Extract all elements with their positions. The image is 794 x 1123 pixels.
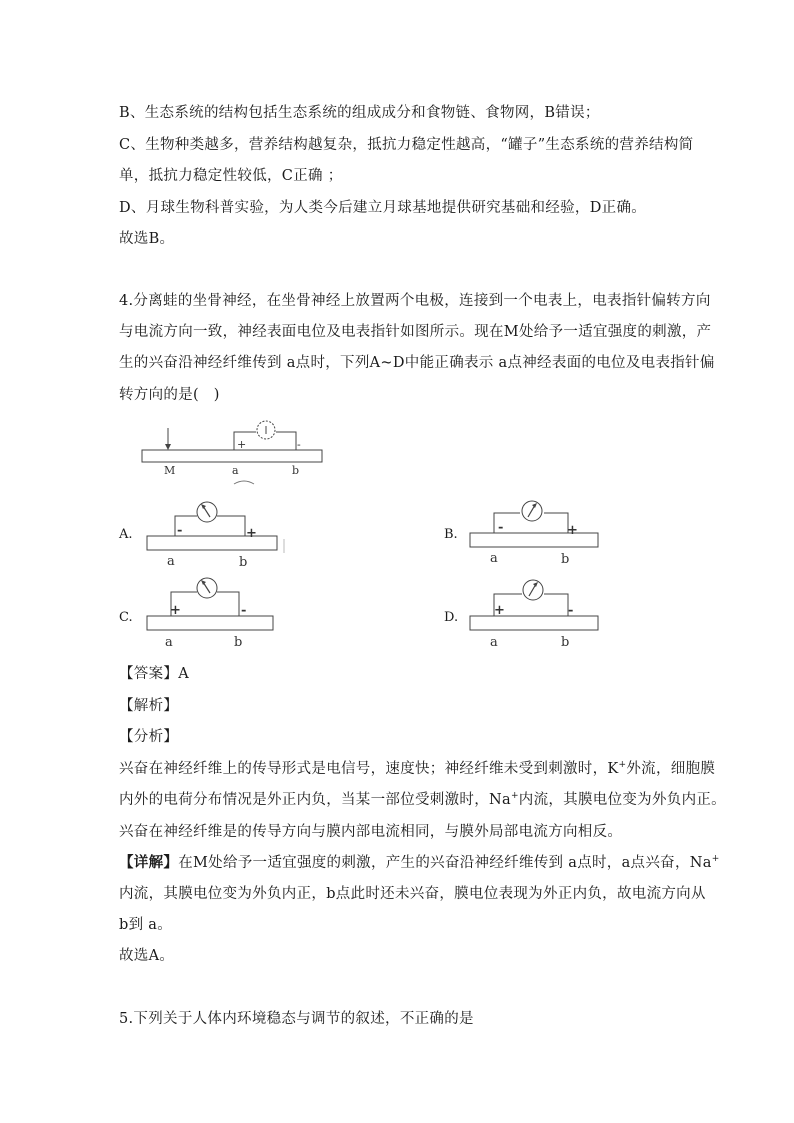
conclusion-a: 故选A。: [119, 948, 175, 964]
option-c-explanation-1: C、生物种类越多，营养结构越复杂，抵抗力稳定性越高，“罐子”生态系统的营养结构简: [119, 137, 694, 153]
option-a-diagram: [145, 496, 290, 568]
option-b-diagram: [468, 493, 603, 565]
option-d-label: D.: [444, 610, 459, 625]
svg-text:b: b: [561, 552, 570, 567]
svg-text:b: b: [239, 555, 248, 570]
question-4-line-1: 4.分离蛙的坐骨神经，在坐骨神经上放置两个电极，连接到一个电表上，电表指针偏转方向: [119, 293, 711, 309]
main-nerve-figure: [130, 418, 330, 490]
svg-text:a: a: [490, 635, 498, 650]
svg-text:+: +: [170, 603, 181, 618]
main-plus-sign: +: [237, 438, 247, 451]
analysis-line-2: 内外的电荷分布情况是外正内负，当某一部位受刺激时，Na+内流，其膜电位变为外负内正。: [119, 791, 726, 808]
svg-text:+: +: [494, 603, 505, 618]
answer-line: 【答案】A: [119, 666, 189, 682]
svg-text:+: +: [246, 526, 257, 541]
svg-text:-: -: [177, 523, 183, 538]
svg-text:-: -: [498, 520, 504, 535]
right-electrode-wire: [276, 432, 296, 450]
svg-text:+: +: [567, 523, 578, 538]
detail-line-3: b到 a。: [119, 917, 173, 933]
detail-line-1: 【详解】在M处给予一适宜强度的刺激，产生的兴奋沿神经纤维传到 a点时，a点兴奋，Na+: [119, 854, 720, 871]
option-b-label: B.: [444, 527, 458, 542]
question-4-line-3: 生的兴奋沿神经纤维传到 a点时，下列A~D中能正确表示 a点神经表面的电位及电表指针偏: [119, 355, 715, 371]
question-5-line: 5.下列关于人体内环境稳态与调节的叙述，不正确的是: [119, 1011, 474, 1027]
option-a-figure: [145, 496, 290, 568]
option-c-explanation-2: 单，抵抗力稳定性较低，C正确 ；: [119, 168, 343, 184]
label-a: a: [232, 464, 239, 477]
option-b-explanation: B、生态系统的结构包括生态系统的组成成分和食物链、食物网，B错误；: [119, 105, 600, 121]
analysis-heading: 【解析】: [119, 698, 179, 714]
fenxi-heading: 【分析】: [119, 729, 179, 745]
label-b: b: [292, 464, 300, 477]
option-b-figure: [468, 493, 603, 565]
option-c-diagram: [145, 576, 280, 648]
question-4-line-4: 转方向的是( ): [119, 387, 220, 403]
option-d-figure: [468, 576, 603, 648]
conclusion-b: 故选B。: [119, 231, 175, 247]
detail-line-2: 内流，其膜电位变为外负内正，b点此时还未兴奋，膜电位表现为外正内负，故电流方向从: [119, 886, 706, 902]
svg-text:b: b: [234, 635, 243, 650]
svg-text:b: b: [561, 635, 570, 650]
svg-text:-: -: [568, 603, 574, 618]
option-d-explanation: D、月球生物科普实验，为人类今后建立月球基地提供研究基础和经验，D正确。: [119, 200, 647, 216]
label-m: M: [164, 464, 176, 477]
main-minus-sign: -: [297, 438, 301, 451]
main-nerve-diagram: [130, 418, 330, 490]
analysis-line-1: 兴奋在神经纤维上的传导形式是电信号，速度快；神经纤维未受到刺激时，K+外流，细胞膜: [119, 760, 716, 777]
svg-text:a: a: [167, 554, 175, 569]
nerve-bar: [142, 450, 322, 462]
option-d-diagram: [468, 576, 603, 648]
svg-text:a: a: [165, 635, 173, 650]
svg-text:a: a: [490, 551, 498, 566]
question-4-line-2: 与电流方向一致，神经表面电位及电表指针如图所示。现在M处给予一适宜强度的刺激，产: [119, 324, 712, 340]
option-a-label: A.: [119, 527, 133, 542]
option-c-figure: [145, 576, 280, 648]
option-c-label: C.: [119, 610, 133, 625]
analysis-line-3: 兴奋在神经纤维是的传导方向与膜内部电流相同，与膜外局部电流方向相反。: [119, 824, 623, 840]
svg-text:-: -: [241, 603, 247, 618]
